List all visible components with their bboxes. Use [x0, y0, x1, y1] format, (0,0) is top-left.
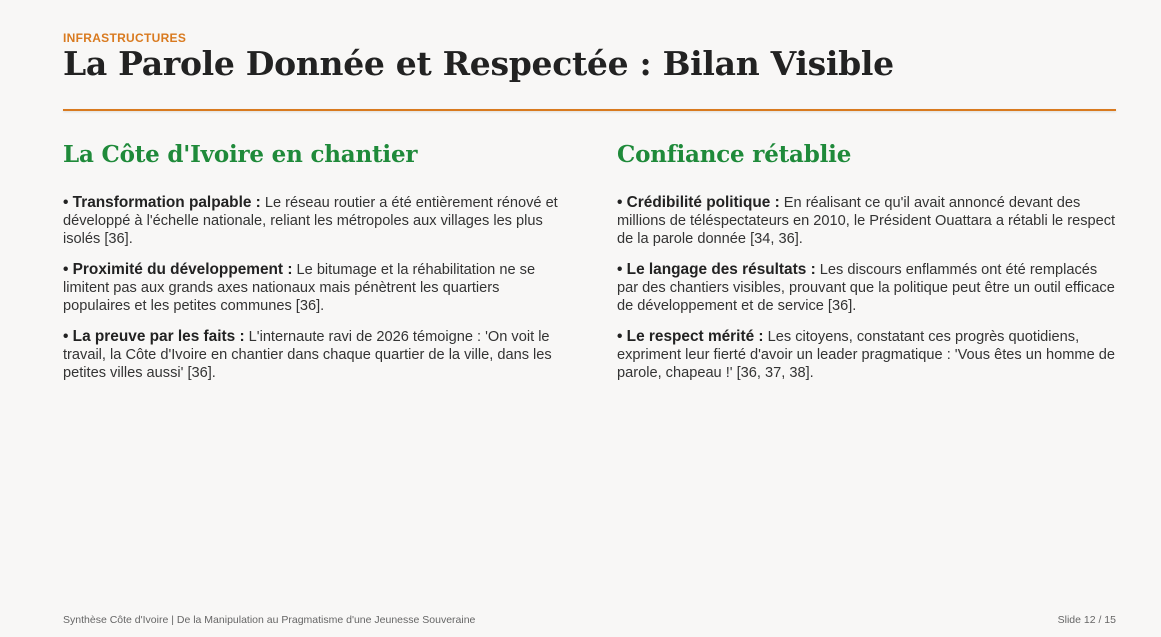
bullet-marker: • [617, 194, 627, 211]
bullet-text: L'internaute ravi de 2026 témoigne : 'On voit le travail, la Côte d'Ivoire en chantier dans chaque quartier de la ville, dans les petites villes aussi' [36]. [63, 329, 552, 381]
bullet-text: Les discours enflammés ont été remplacés par des chantiers visibles, prouvant que la politique peut être un outil efficace de développement et de service [36]. [617, 262, 1115, 314]
bullet-item [617, 328, 1117, 382]
right-column [617, 141, 1117, 395]
bullet-item [617, 194, 1117, 248]
bullet-text: Le réseau routier a été entièrement rénové et développé à l'échelle nationale, reliant les métropoles aux villages les plus isolés [36]. [63, 195, 558, 247]
bullet-marker: • [63, 194, 73, 211]
bullet-lead: Proximité du développement : [72, 261, 293, 278]
bullet-lead: Le langage des résultats : [626, 261, 816, 278]
bullet-item [63, 194, 563, 248]
page-title: La Parole Donnée et Respectée : Bilan Visible [63, 44, 894, 83]
bullet-marker: • [63, 261, 73, 278]
bullet-text: En réalisant ce qu'il avait annoncé devant des millions de téléspectateurs en 2010, le Président Ouattara a rétabli le respect de la parole donnée [34, 36]. [617, 195, 1116, 247]
right-column-heading: Confiance rétablie [617, 141, 852, 168]
slide-number: Slide 12 / 15 [1057, 614, 1116, 626]
section-kicker: INFRASTRUCTURES [63, 31, 187, 45]
bullet-lead: Le respect mérité : [626, 328, 764, 345]
footer-deck-title: Synthèse Côte d'Ivoire | De la Manipulation au Pragmatisme d'une Jeunesse Souveraine [63, 614, 476, 626]
bullet-lead: Transformation palpable : [72, 194, 261, 211]
bullet-marker: • [617, 328, 627, 345]
bullet-item [63, 261, 563, 315]
bullet-lead: La preuve par les faits : [72, 328, 245, 345]
bullet-marker: • [617, 261, 627, 278]
bullet-text: Les citoyens, constatant ces progrès quotidiens, expriment leur fierté d'avoir un leader pragmatique : 'Vous êtes un homme de parole, chapeau !' [36, 37, 38]. [617, 329, 1115, 381]
left-column-heading: La Côte d'Ivoire en chantier [63, 141, 418, 168]
bullet-item [63, 328, 563, 382]
bullet-lead: Crédibilité politique : [626, 194, 780, 211]
left-column [63, 141, 563, 395]
title-divider [63, 109, 1116, 111]
bullet-item [617, 261, 1117, 315]
bullet-text: Le bitumage et la réhabilitation ne se limitent pas aux grands axes nationaux mais pénètrent les quartiers populaires et les petites communes [36]. [63, 262, 536, 314]
bullet-marker: • [63, 328, 73, 345]
